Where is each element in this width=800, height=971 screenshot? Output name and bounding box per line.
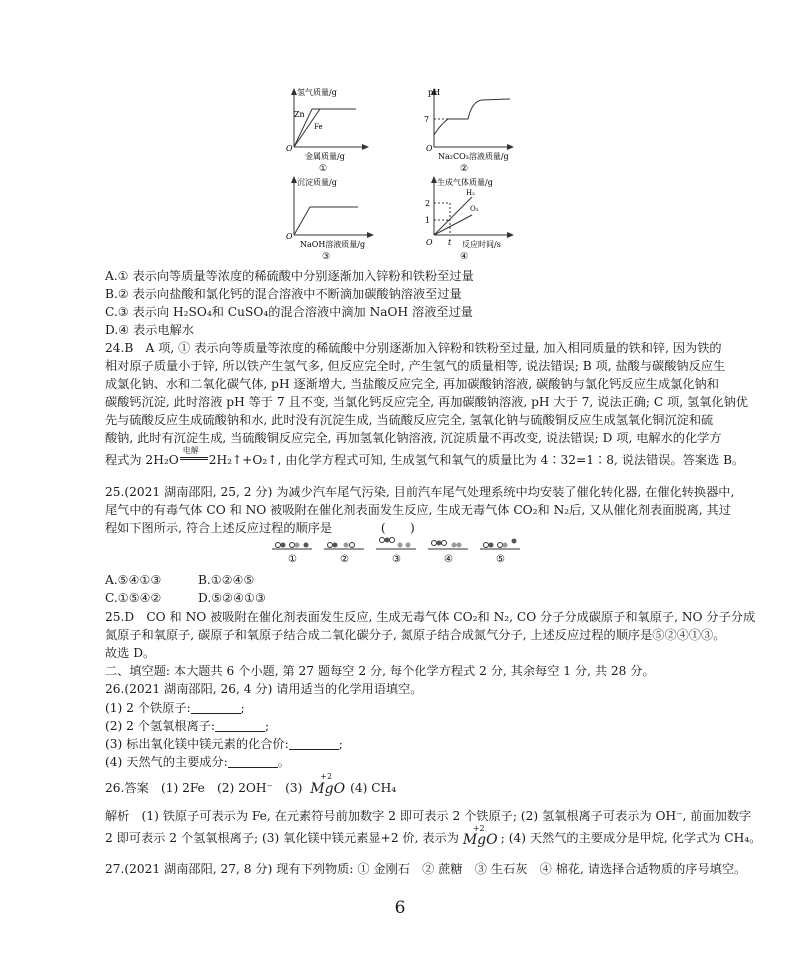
mgo-valence: +2	[320, 772, 333, 781]
q26-item-2	[105, 718, 269, 734]
answer-24-line-4: 碳酸钙沉淀, 此时溶液 pH 等于 7 且不变, 当氯化钙反应完全, 再加碳酸钠溶液, pH 大于 7, 说法正确; C 项, 氢氧化钠优	[105, 395, 748, 409]
question-25-line-2: 尾气中的有毒气体 CO 和 NO 被吸附在催化剂表面发生反应, 生成无毒气体 CO₂和 N₂后, 又从催化剂表面脱离, 其过	[105, 503, 731, 517]
answer-24-line-1: 24.B A 项, ① 表示向等质量等浓度的稀硫酸中分别逐渐加入锌粉和铁粉至过量, 加入相同质量的铁和锌, 因为铁的	[105, 341, 722, 355]
electrolysis-label: 电解	[182, 446, 199, 455]
answer-24-line-2: 相对原子质量小于锌, 所以铁产生氢气多, 但反应完全时, 产生氢气的质量相等, 说法错误; B 项, 盐酸与碳酸钠反应生	[105, 359, 726, 373]
q26-item-2-text: (2) 2 个氢氧根离子:	[105, 719, 215, 733]
options-25-cd: C.①⑤④② D.⑤②④①③	[105, 591, 266, 605]
catalyst-steps-svg	[268, 535, 528, 565]
q26-item-1-text: (1) 2 个铁原子:	[105, 701, 191, 715]
explanation-26-line-1: 解析 (1) 铁原子可表示为 Fe, 在元素符号前加数字 2 即可表示 2 个铁原子; (2) 氢氧根离子可表示为 OH⁻, 前面加数字	[105, 809, 752, 823]
q26-item-1	[105, 700, 245, 716]
graph-4-y2: 2	[425, 199, 431, 208]
option-a: A.① 表示向等质量等浓度的稀硫酸中分别逐渐加入锌粉和铁粉至过量	[105, 269, 474, 283]
q26-blank-3[interactable]	[289, 737, 339, 750]
equation-right: 2H₂↑+O₂↑, 由化学方程式可知, 生成氢气和氧气的质量比为 4∶32=1∶8, 说法错误。答案选 B。	[208, 453, 745, 467]
graph-2-ylabel: pH	[428, 88, 441, 97]
graph-4-svg	[410, 173, 540, 263]
explanation-26-line-2	[105, 824, 762, 848]
mgo-formula	[306, 772, 346, 797]
graph-3-num: ③	[322, 252, 331, 262]
graph-4-t: t	[448, 238, 452, 247]
answer-26	[105, 772, 397, 797]
graph-1-svg	[270, 85, 390, 175]
q26-semi-2: ;	[265, 719, 270, 733]
graph-1-ylabel: 氢气质量/g	[297, 88, 337, 97]
graph-2	[410, 85, 540, 175]
graph-3-svg	[270, 173, 400, 263]
q26-blank-4[interactable]	[228, 755, 278, 768]
q26-item-3	[105, 736, 343, 752]
graph-2-num: ②	[460, 164, 469, 174]
graph-2-origin: O	[426, 144, 433, 153]
question-25-line-1: 25.(2021 湖南邵阳, 25, 2 分) 为减少汽车尾气污染, 目前汽车尾气处理系统中均安装了催化转化器, 在催化转换器中,	[105, 485, 735, 499]
graph-3	[270, 173, 400, 263]
option-d: D.④ 表示电解水	[105, 323, 194, 337]
graph-1	[270, 85, 390, 175]
graph-2-xlabel: Na₂CO₃溶液质量/g	[438, 152, 509, 161]
graph-4	[410, 173, 540, 263]
equation-bar-2	[180, 459, 208, 460]
explanation-26-right: ; (4) 天然气的主要成分是甲烷, 化学式为 CH₄。	[500, 831, 762, 845]
option-c: C.③ 表示向 H₂SO₄和 CuSO₄的混合溶液中滴加 NaOH 溶液至过量	[105, 305, 473, 319]
graph-3-xlabel: NaOH溶液质量/g	[300, 240, 366, 249]
q26-item-4-text: (4) 天然气的主要成分:	[105, 755, 228, 769]
equation-bar	[180, 457, 208, 458]
graph-4-origin: O	[426, 238, 433, 247]
answer-25-line-3: 故选 D。	[105, 646, 156, 660]
graph-1-origin: O	[286, 144, 293, 153]
graph-1-fe: Fe	[314, 123, 323, 131]
step-3-figure	[376, 538, 416, 550]
mgo-formula-2	[462, 824, 498, 848]
answer-25-line-1: 25.D CO 和 NO 被吸附在催化剂表面发生反应, 生成无毒气体 CO₂和 N₂, CO 分子分成碳原子和氧原子, NO 分子分成	[105, 610, 756, 624]
graph-4-y1: 1	[425, 216, 431, 225]
question-26: 26.(2021 湖南邵阳, 26, 4 分) 请用适当的化学用语填空。	[105, 682, 423, 696]
graph-3-origin: O	[286, 232, 293, 241]
graph-3-ylabel: 沉淀质量/g	[297, 178, 337, 187]
answer-24-line-3: 成氯化钠、水和二氧化碳气体, pH 逐渐增大, 当盐酸反应完全, 再加碳酸钠溶液, 碳酸钠与氯化钙反应生成氯化钠和	[105, 377, 719, 391]
page-number: 6	[394, 898, 406, 918]
options-25-ab: A.⑤④①③ B.①②④⑤	[105, 573, 255, 587]
graph-4-ylabel: 生成气体质量/g	[437, 178, 493, 187]
mgo-text: MgO	[310, 781, 346, 797]
graph-2-seven: 7	[424, 115, 430, 124]
q26-item-3-text: (3) 标出氧化镁中镁元素的化合价:	[105, 737, 289, 751]
answer-26-left: 26.答案 (1) 2Fe (2) 2OH⁻ (3)	[105, 781, 303, 795]
graph-4-o2: O₂	[470, 205, 479, 213]
mgo-text-2: MgO	[462, 832, 498, 848]
q26-semi-1: ;	[240, 701, 245, 715]
electrolysis-arrow	[179, 446, 209, 464]
section-heading: 二、填空题: 本大题共 6 个小题, 第 27 题每空 2 分, 每个化学方程式 2 分, 其余每空 1 分, 共 28 分。	[105, 664, 655, 678]
graph-4-xlabel: 反应时间/s	[462, 240, 501, 249]
q26-item-4	[105, 754, 290, 770]
graph-1-xlabel: 金属质量/g	[305, 152, 345, 161]
q26-blank-1[interactable]	[191, 701, 241, 714]
graph-4-num: ④	[460, 252, 469, 262]
mgo-valence-2: +2	[472, 824, 485, 833]
step-4-figure	[428, 541, 468, 550]
answer-24-line-7	[105, 446, 745, 468]
question-25-line-3: 程如下图所示, 符合上述反应过程的顺序是 ( )	[105, 521, 415, 535]
step-2-label: ②	[340, 554, 349, 565]
step-5-label: ⑤	[496, 554, 505, 565]
q26-semi-3: ;	[338, 737, 343, 751]
step-3-label: ③	[392, 554, 401, 565]
graph-2-svg	[410, 85, 540, 175]
question-27: 27.(2021 湖南邵阳, 27, 8 分) 现有下列物质: ① 金刚石 ② 蔗糖 ③ 生石灰 ④ 棉花, 请选择合适物质的序号填空。	[105, 862, 747, 876]
step-4-label: ④	[444, 554, 453, 565]
answer-26-right: (4) CH₄	[350, 781, 397, 795]
step-2-figure	[324, 543, 364, 550]
step-1-label: ①	[288, 554, 297, 565]
graph-1-zn: Zn	[294, 110, 305, 119]
answer-25-line-2: 氮原子和氧原子, 碳原子和氧原子结合成二氧化碳分子, 氮原子结合成氮气分子, 上述反应过程的顺序是⑤②④①③。	[105, 628, 726, 642]
answer-24-line-5: 先与硫酸反应生成硫酸钠和水, 此时没有沉淀生成, 当硫酸反应完全, 氢氧化钠与硫酸铜反应生成氢氧化铜沉淀和硫	[105, 413, 714, 427]
step-1-figure	[272, 543, 312, 550]
step-5-figure	[480, 539, 520, 550]
option-b: B.② 表示向盐酸和氯化钙的混合溶液中不断滴加碳酸钠溶液至过量	[105, 287, 462, 301]
explanation-26-left: 2 即可表示 2 个氢氧根离子; (3) 氧化镁中镁元素显+2 价, 表示为	[105, 831, 459, 845]
answer-24-line-6: 酸钠, 此时有沉淀生成, 当硫酸铜反应完全, 再加氢氧化钠溶液, 沉淀质量不再改变, 说法错误; D 项, 电解水的化学方	[105, 431, 722, 445]
q26-period: 。	[277, 755, 290, 769]
q26-blank-2[interactable]	[215, 719, 265, 732]
graph-1-num: ①	[319, 164, 328, 174]
catalyst-steps	[268, 535, 528, 565]
graph-4-h2: H₂	[466, 189, 475, 197]
equation-left: 程式为 2H₂O	[105, 453, 179, 467]
